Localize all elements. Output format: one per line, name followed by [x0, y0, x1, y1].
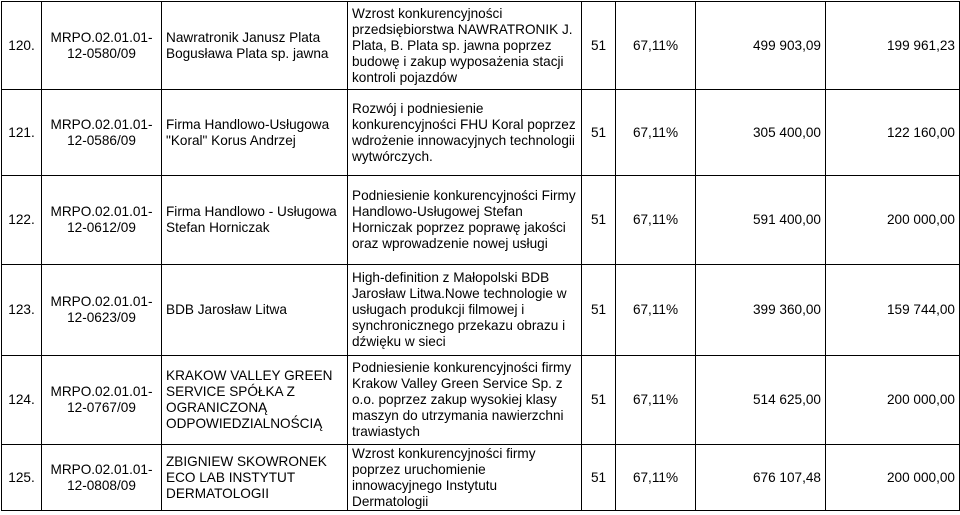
application-number: MRPO.02.01.01-12-0623/09: [42, 265, 162, 356]
projects-table: [1, 1, 960, 511]
row-number: 124.: [2, 356, 42, 445]
total-cost: 305 400,00: [696, 90, 826, 176]
percent: 67,11%: [616, 356, 696, 445]
project-title: Podniesienie konkurencyjności Firmy Handlowo-Usługowej Stefan Horniczak poprzez poprawę jakości oraz wprowadzenie nowej usługi: [348, 176, 582, 265]
table-row: [2, 176, 960, 265]
table-row: [2, 2, 960, 90]
application-number: MRPO.02.01.01-12-0767/09: [42, 356, 162, 445]
points: 51: [582, 356, 616, 445]
percent: 67,11%: [616, 176, 696, 265]
table-row: [2, 90, 960, 176]
total-cost: 676 107,48: [696, 445, 826, 511]
points: 51: [582, 445, 616, 511]
row-number: 123.: [2, 265, 42, 356]
applicant-name: KRAKOW VALLEY GREEN SERVICE SPÓŁKA Z OGRANICZONĄ ODPOWIEDZIALNOŚCIĄ: [162, 356, 348, 445]
row-number: 121.: [2, 90, 42, 176]
applicant-name: Firma Handlowo-Usługowa "Koral" Korus Andrzej: [162, 90, 348, 176]
subsidy-amount: 159 744,00: [826, 265, 960, 356]
subsidy-amount: 199 961,23: [826, 2, 960, 90]
percent: 67,11%: [616, 90, 696, 176]
table-row: [2, 356, 960, 445]
percent: 67,11%: [616, 445, 696, 511]
subsidy-amount: 200 000,00: [826, 356, 960, 445]
application-number: MRPO.02.01.01-12-0612/09: [42, 176, 162, 265]
applicant-name: Nawratronik Janusz Plata Bogusława Plata sp. jawna: [162, 2, 348, 90]
application-number: MRPO.02.01.01-12-0580/09: [42, 2, 162, 90]
total-cost: 399 360,00: [696, 265, 826, 356]
row-number: 122.: [2, 176, 42, 265]
percent: 67,11%: [616, 2, 696, 90]
total-cost: 514 625,00: [696, 356, 826, 445]
table-body: [2, 2, 960, 511]
applicant-name: Firma Handlowo - Usługowa Stefan Horniczak: [162, 176, 348, 265]
table-row: [2, 265, 960, 356]
percent: 67,11%: [616, 265, 696, 356]
subsidy-amount: 200 000,00: [826, 176, 960, 265]
subsidy-amount: 122 160,00: [826, 90, 960, 176]
points: 51: [582, 176, 616, 265]
row-number: 120.: [2, 2, 42, 90]
subsidy-amount: 200 000,00: [826, 445, 960, 511]
points: 51: [582, 90, 616, 176]
applicant-name: ZBIGNIEW SKOWRONEK ECO LAB INSTYTUT DERMATOLOGII: [162, 445, 348, 511]
applicant-name: BDB Jarosław Litwa: [162, 265, 348, 356]
row-number: 125.: [2, 445, 42, 511]
project-title: High-definition z Małopolski BDB Jarosław Litwa.Nowe technologie w usługach produkcji filmowej i synchronicznego przekazu obrazu i dźwięku w sieci: [348, 265, 582, 356]
total-cost: 591 400,00: [696, 176, 826, 265]
application-number: MRPO.02.01.01-12-0808/09: [42, 445, 162, 511]
project-title: Rozwój i podniesienie konkurencyjności FHU Koral poprzez wdrożenie innowacyjnych technologii wytwórczych.: [348, 90, 582, 176]
points: 51: [582, 265, 616, 356]
total-cost: 499 903,09: [696, 2, 826, 90]
application-number: MRPO.02.01.01-12-0586/09: [42, 90, 162, 176]
project-title: Podniesienie konkurencyjności firmy Krakow Valley Green Service Sp. z o.o. poprzez zakup wysokiej klasy maszyn do utrzymania nawierzchni trawiastych: [348, 356, 582, 445]
project-title: Wzrost konkurencyjności przedsiębiorstwa NAWRATRONIK J. Plata, B. Plata sp. jawna poprzez budowę i zakup wyposażenia stacji kontroli pojazdów: [348, 2, 582, 90]
table-row: [2, 445, 960, 511]
points: 51: [582, 2, 616, 90]
project-title: Wzrost konkurencyjności firmy poprzez uruchomienie innowacyjnego Instytutu Dermatologii: [348, 445, 582, 511]
